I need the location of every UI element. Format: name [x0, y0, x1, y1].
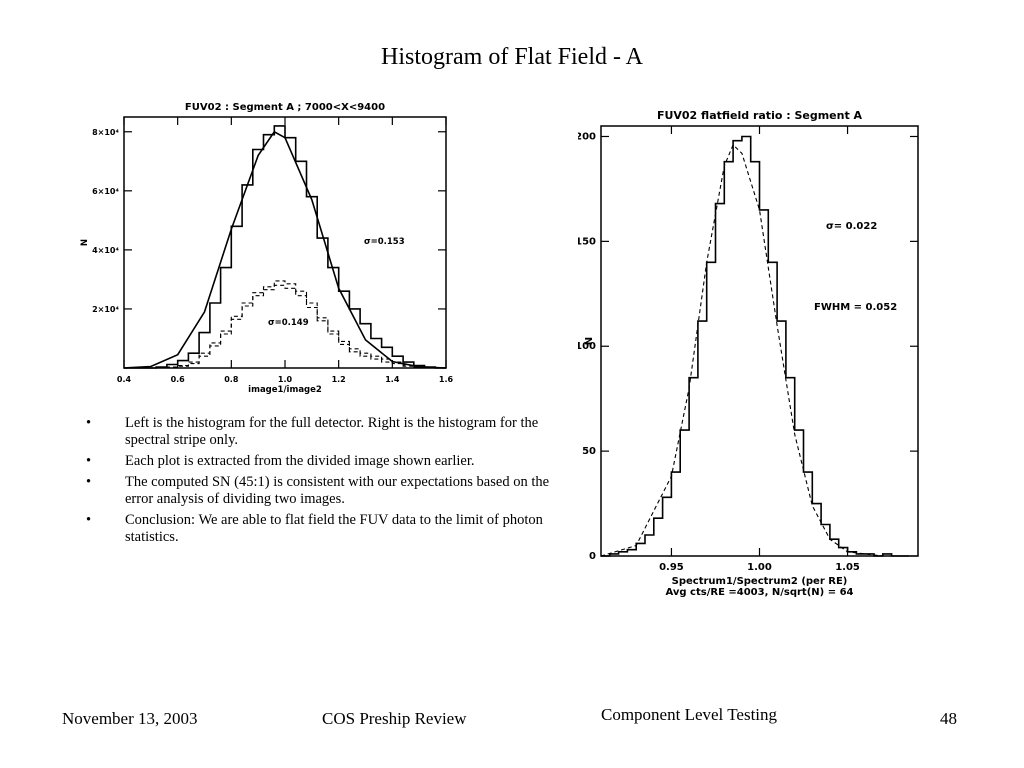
annotation-text: FWHM = 0.052 — [814, 302, 898, 313]
bullet-list — [86, 415, 556, 550]
footer-date: November 13, 2003 — [62, 709, 198, 728]
bullet-item — [86, 415, 556, 449]
x-axis-label: Spectrum1/Spectrum2 (per RE) — [671, 576, 848, 587]
chart-subtitle: Avg cts/RE =4003, N/sqrt(N) = 64 — [665, 587, 854, 598]
annotation-text: σ=0.153 — [364, 237, 405, 247]
bullet-item — [86, 474, 556, 508]
bullet-marker: • — [86, 453, 92, 469]
x-axis-label: image1/image2 — [248, 385, 322, 395]
x-tick-label: 1.2 — [331, 375, 346, 384]
y-tick-label: 50 — [582, 446, 596, 458]
x-tick-label: 1.00 — [747, 562, 772, 573]
y-tick-label: 2×10⁴ — [92, 304, 119, 314]
flatfield-ratio-chart — [578, 100, 928, 605]
x-tick-label: 1.05 — [835, 562, 860, 573]
footer-page-number: 48 — [940, 709, 957, 728]
bullet-marker: • — [86, 512, 92, 528]
bullet-item — [86, 512, 556, 546]
slide-title: Histogram of Flat Field - A — [381, 44, 643, 70]
bullet-text: Conclusion: We are able to flat field the FUV data to the limit of photon statistics. — [125, 512, 543, 545]
x-tick-label: 0.95 — [659, 562, 684, 573]
y-tick-label: 4×10⁴ — [92, 245, 119, 255]
bullet-text: Each plot is extracted from the divided image shown earlier. — [125, 453, 475, 469]
series-line-1 — [601, 137, 909, 557]
x-tick-label: 0.8 — [224, 375, 239, 384]
y-tick-label: 200 — [578, 131, 596, 143]
series-line-2 — [124, 132, 446, 368]
y-axis-label: N — [584, 336, 595, 346]
bullet-item — [86, 453, 556, 470]
bullet-marker: • — [86, 415, 92, 431]
y-tick-label: 0 — [589, 551, 596, 562]
annotation-text: σ=0.149 — [268, 318, 309, 328]
x-tick-label: 1.0 — [277, 375, 293, 384]
footer-review-name: COS Preship Review — [322, 709, 467, 728]
y-tick-label: 8×10⁴ — [92, 127, 119, 137]
annotation-text: σ= 0.022 — [826, 221, 878, 232]
y-tick-label: 150 — [578, 236, 596, 248]
footer-section-title: Component Level Testing — [601, 705, 778, 724]
chart-title: FUV02 : Segment A ; 7000<X<9400 — [184, 102, 386, 113]
flatfield-ratio-svg — [578, 100, 928, 605]
histogram-full-detector-svg — [78, 100, 462, 400]
chart-title: FUV02 flatfield ratio : Segment A — [656, 109, 863, 122]
x-tick-label: 1.4 — [385, 375, 400, 384]
y-tick-label: 100 — [578, 341, 596, 353]
x-tick-label: 1.6 — [438, 375, 454, 384]
bullet-text: The computed SN (45:1) is consistent with our expectations based on the error analysis of dividing two images. — [125, 474, 550, 507]
x-tick-label: 0.4 — [116, 375, 132, 384]
bullet-text: Left is the histogram for the full detector. Right is the histogram for the spectral stripe only. — [125, 415, 539, 448]
y-tick-label: 6×10⁴ — [92, 186, 119, 196]
y-axis-label: N — [80, 238, 90, 247]
bullet-marker: • — [86, 474, 92, 490]
x-tick-label: 0.6 — [170, 375, 185, 384]
histogram-full-detector-chart — [78, 100, 462, 400]
